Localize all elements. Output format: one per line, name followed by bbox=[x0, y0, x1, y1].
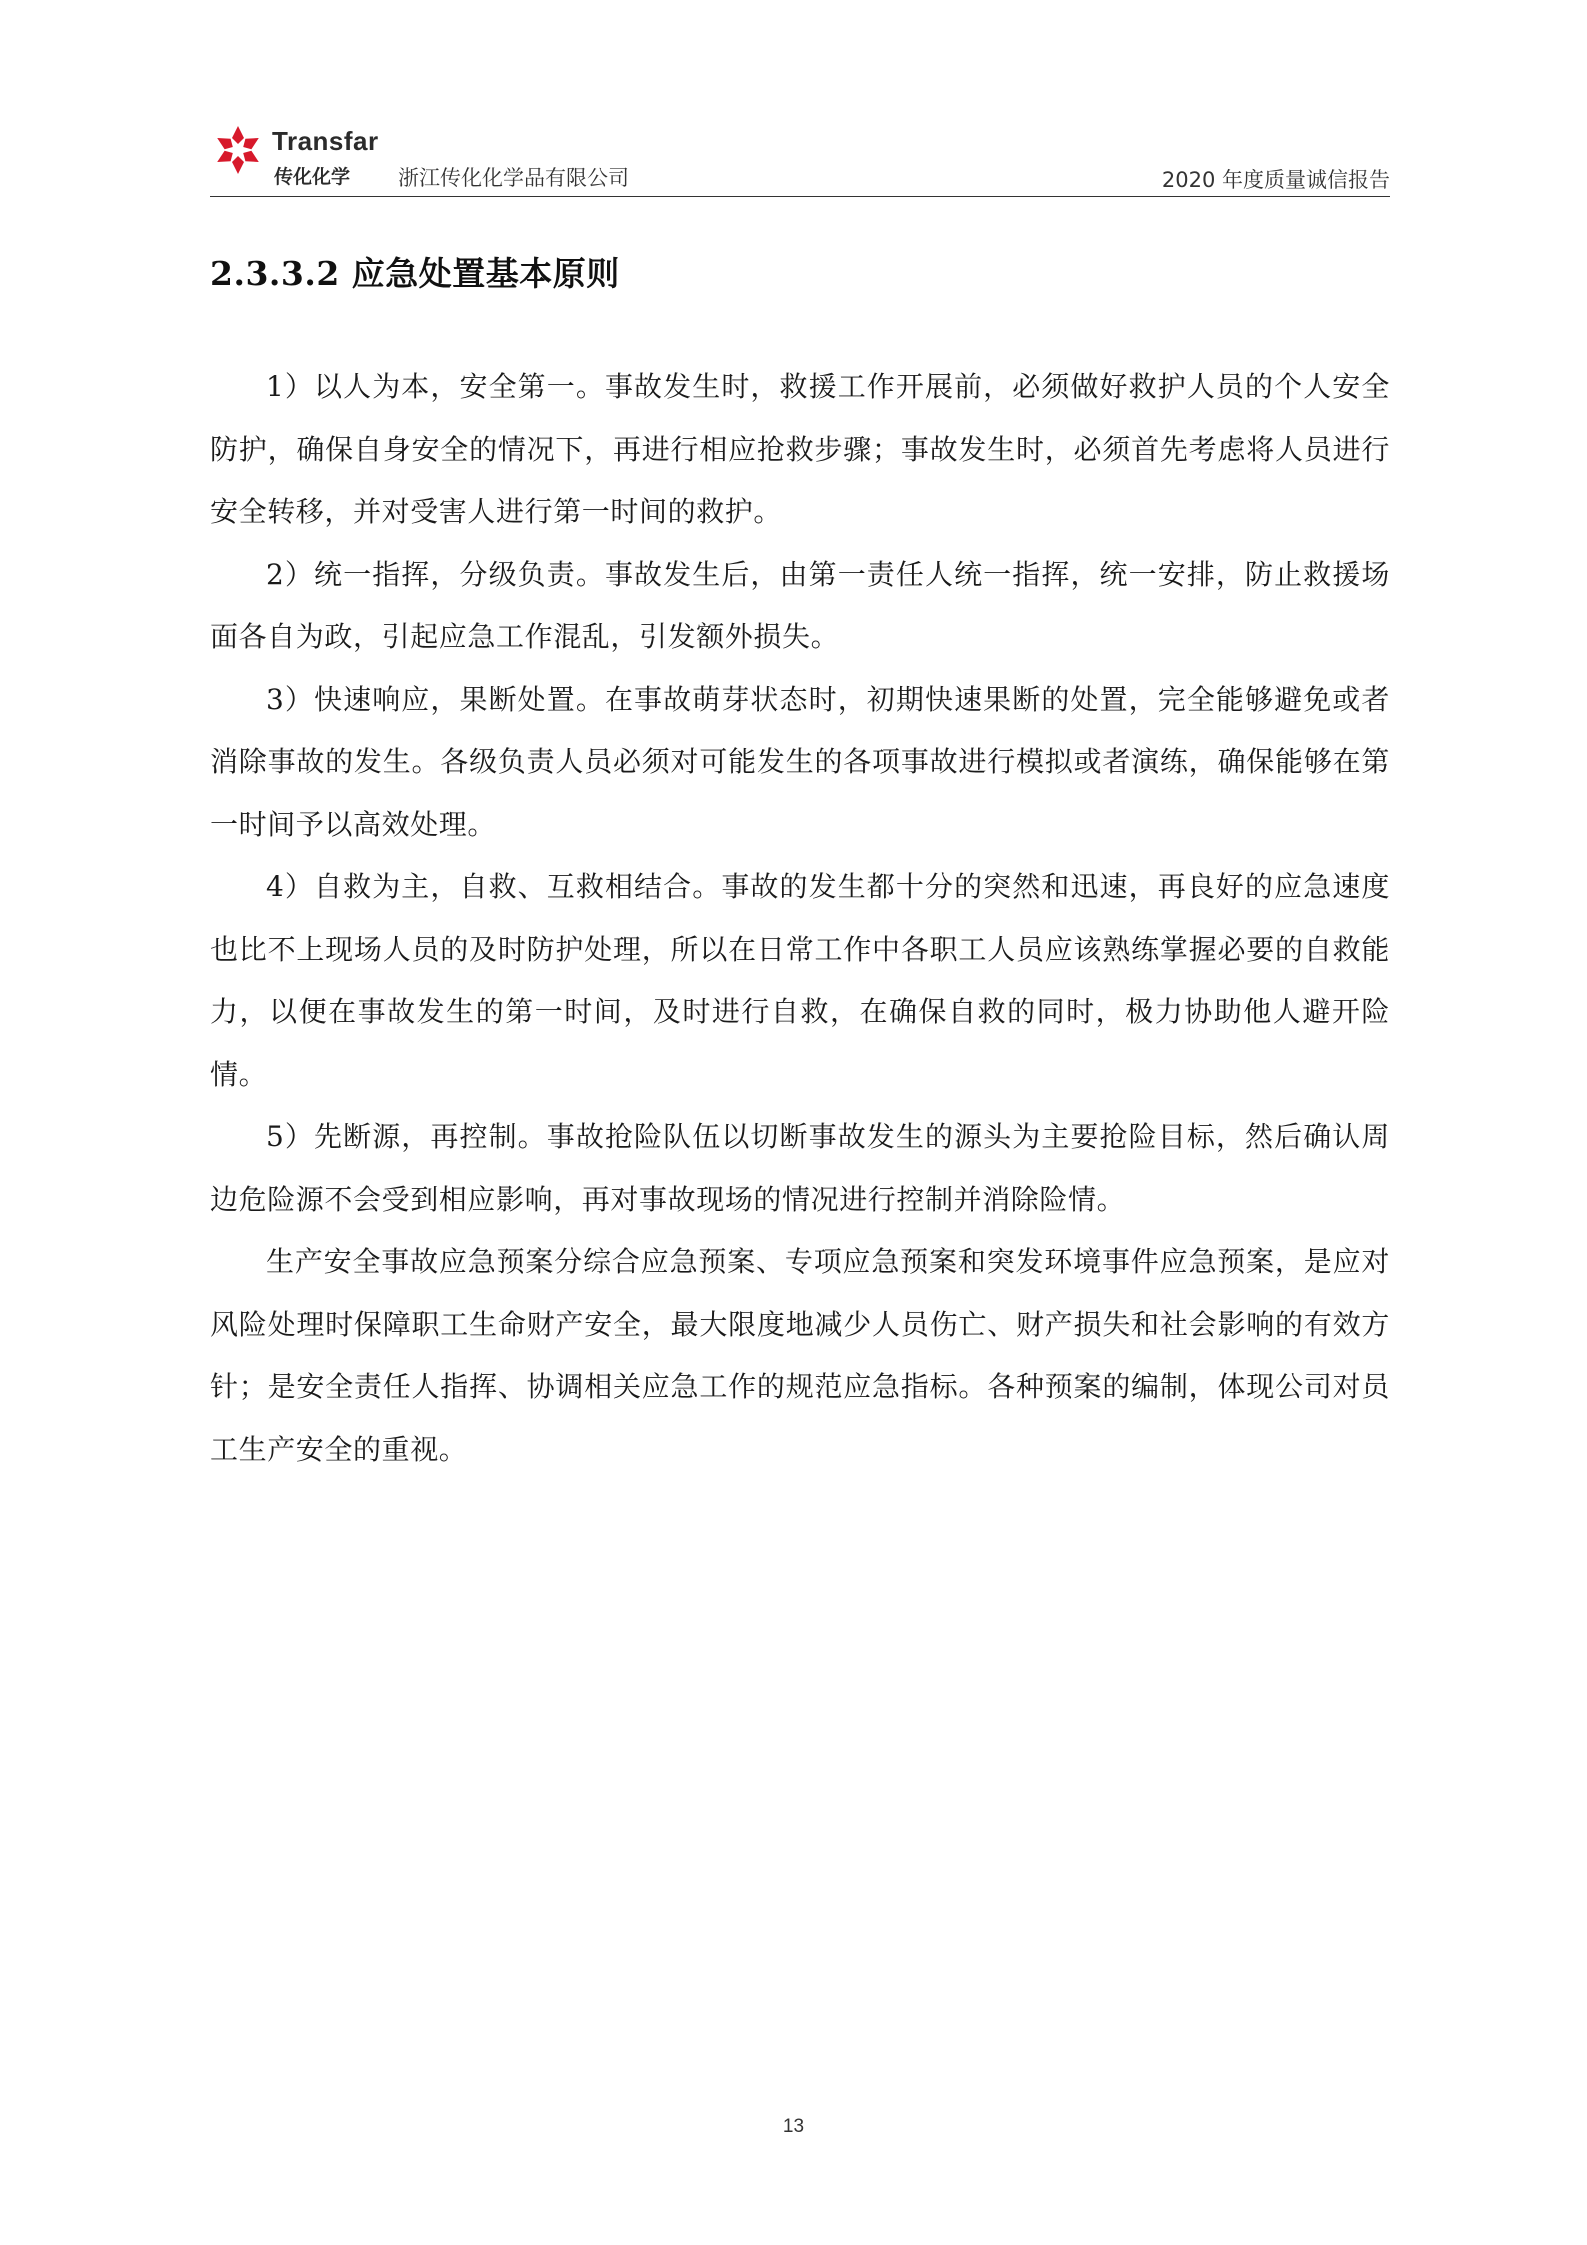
logo-brand-text: Transfar bbox=[272, 126, 379, 156]
paragraph-principle-2: 2）统一指挥，分级负责。事故发生后，由第一责任人统一指挥，统一安排，防止救援场面各自为政，引起应急工作混乱，引发额外损失。 bbox=[210, 557, 1390, 653]
paragraph-principle-5: 5）先断源，再控制。事故抢险队伍以切断事故发生的源头为主要抢险目标，然后确认周边危险源不会受到相应影响，再对事故现场的情况进行控制并消除险情。 bbox=[210, 1120, 1390, 1216]
report-title: 2020 年度质量诚信报告 bbox=[1161, 168, 1390, 192]
paragraph-principle-3: 3）快速响应，果断处置。在事故萌芽状态时，初期快速果断的处置，完全能够避免或者消除事故的发生。各级负责人员必须对可能发生的各项事故进行模拟或者演练，确保能够在第一时间予以高效处理。 bbox=[210, 682, 1390, 841]
paragraph-principle-1: 1）以人为本，安全第一。事故发生时，救援工作开展前，必须做好救护人员的个人安全防护，确保自身安全的情况下，再进行相应抢救步骤；事故发生时，必须首先考虑将人员进行安全转移，并对受害人进行第一时间的救护。 bbox=[210, 370, 1390, 528]
paragraph-principle-4: 4）自救为主，自救、互救相结合。事故的发生都十分的突然和迅速，再良好的应急速度也比不上现场人员的及时防护处理，所以在日常工作中各职工人员应该熟练掌握必要的自救能力，以便在事故发生的第一时间，及时进行自救，在确保自救的同时，极力协助他人避开险情。 bbox=[210, 870, 1390, 1091]
header-divider bbox=[210, 196, 1390, 197]
page-header bbox=[210, 118, 1390, 198]
company-logo bbox=[210, 118, 379, 190]
transfar-logo-icon bbox=[210, 122, 266, 178]
body-text bbox=[210, 356, 1390, 1481]
section-title: 2.3.3.2 应急处置基本原则 bbox=[210, 254, 620, 293]
logo-chinese-text: 传化化学 bbox=[274, 166, 351, 188]
page-number: 13 bbox=[782, 2116, 805, 2137]
paragraph-summary: 生产安全事故应急预案分综合应急预案、专项应急预案和突发环境事件应急预案，是应对风险处理时保障职工生命财产安全，最大限度地减少人员伤亡、财产损失和社会影响的有效方针；是安全责任人指挥、协调相关应急工作的规范应急指标。各种预案的编制，体现公司对员工生产安全的重视。 bbox=[210, 1245, 1390, 1466]
company-name: 浙江传化化学品有限公司 bbox=[398, 166, 629, 190]
